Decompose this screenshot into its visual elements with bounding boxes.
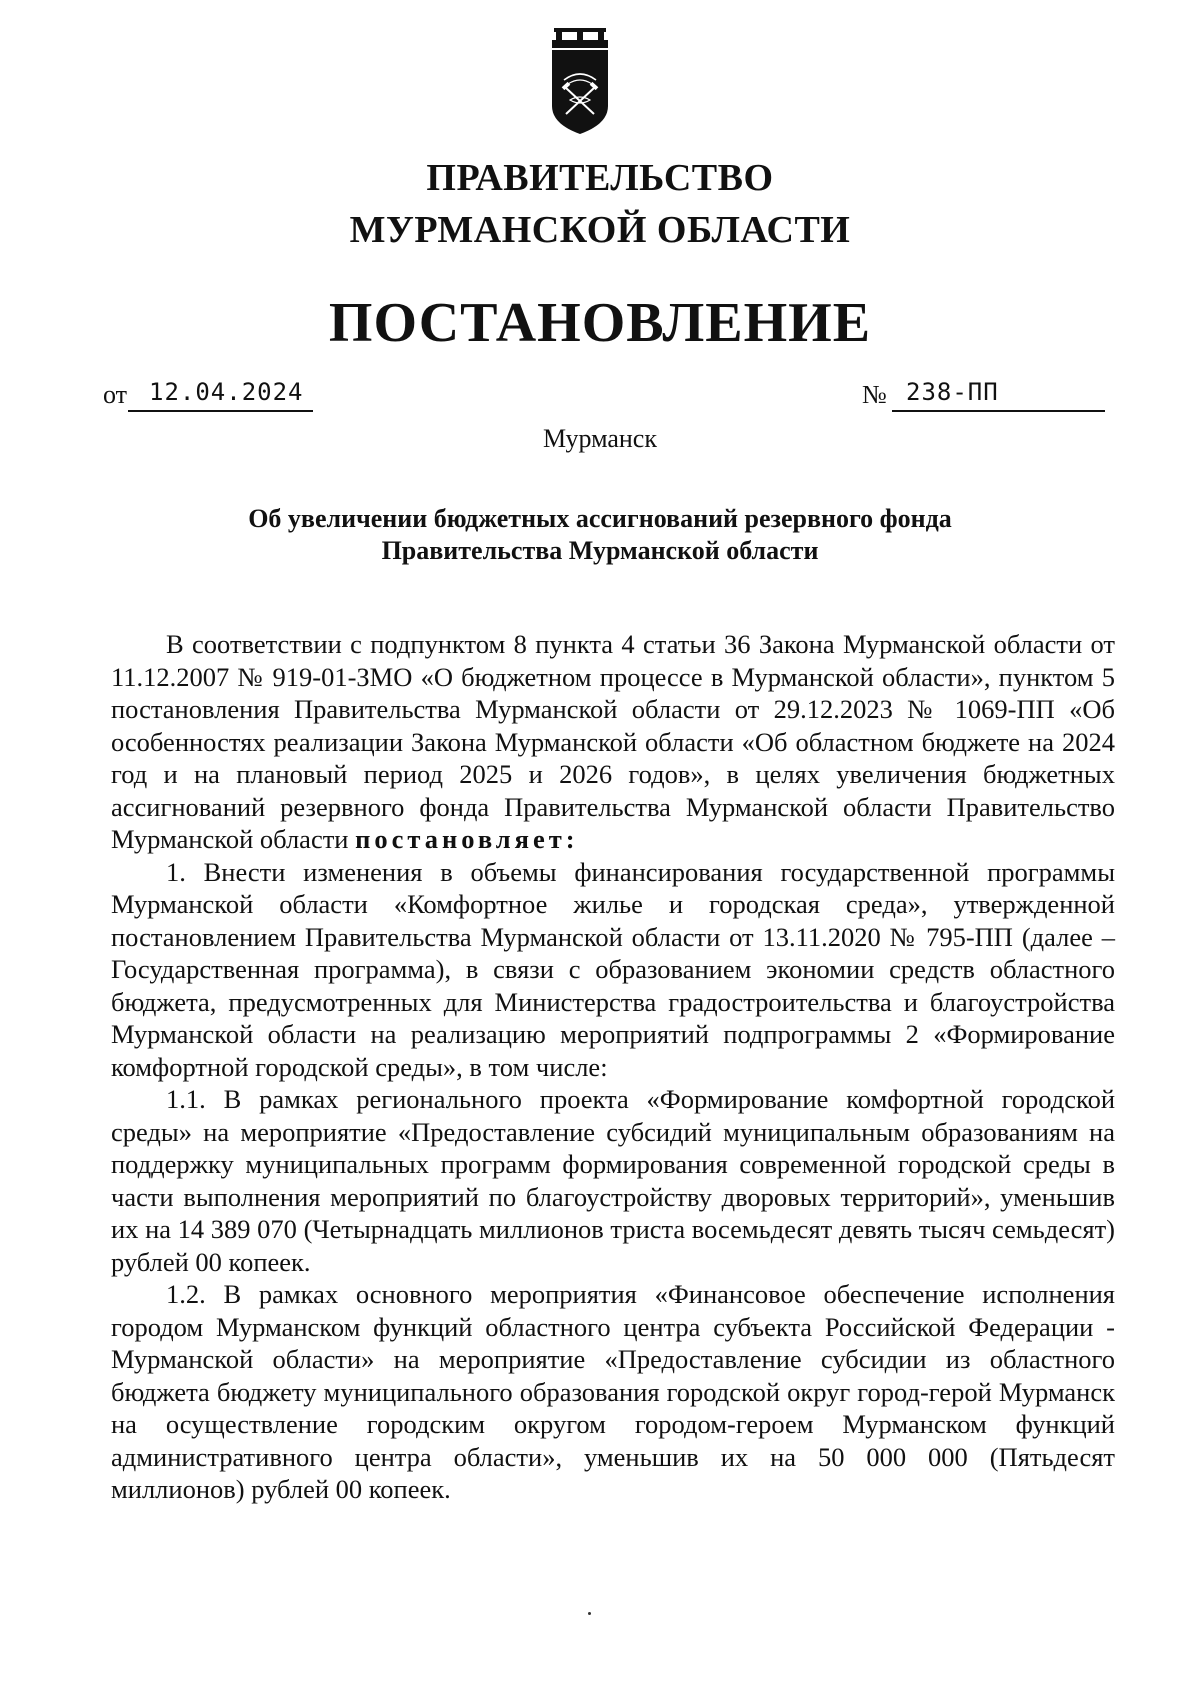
date-number-row <box>103 378 1105 414</box>
document-body <box>111 628 1115 1506</box>
item-1-2-paragraph: 1.2. В рамках основного мероприятия «Финансовое обеспечение исполнения городом Мурманском функций областного центра субъекта Российской Федерации - Мурманской области» на мероприятие «Предоставление субсидии из областного бюджета бюджету муниципального образования городской округ город-герой Мурманск на осуществление городским округом городом-героем Мурманском функций административного центра области», уменьшив их на 50 000 000 (Пятьдесят миллионов) рублей 00 копеек. <box>111 1279 1115 1504</box>
document-date: 12.04.2024 <box>149 378 304 406</box>
decree-word: постановляет: <box>355 824 579 854</box>
document-subject <box>0 503 1200 567</box>
item-1-1-paragraph: 1.1. В рамках регионального проекта «Формирование комфортной городской среды» на мероприятие «Предоставление субсидий муниципальным образованиям на поддержку муниципальных программ формирования современной городской среды в части выполнения мероприятий по благоустройству дворовых территорий», уменьшив их на 14 389 070 (Четырнадцать миллионов триста восемьдесят девять тысяч семьдесят) рублей 00 копеек. <box>111 1084 1115 1277</box>
number-field <box>892 378 1105 412</box>
preamble-paragraph <box>111 628 1115 856</box>
date-prefix: от <box>103 380 128 409</box>
murmansk-coat-of-arms-icon <box>548 28 612 136</box>
item-1-paragraph: 1. Внести изменения в объемы финансирования государственной программы Мурманской области «Комфортное жилье и городская среда», утвержденной постановлением Правительства Мурманской области от 13.11.2020 № 795-ПП (далее – Государственная программа), в связи с образованием экономии средств областного бюджета, предусмотренных для Министерства градостроительства и благоустройства Мурманской области на реализацию мероприятий подпрограммы 2 «Формирование комфортной городской среды», в том числе: <box>111 856 1115 1082</box>
org-name-line1: ПРАВИТЕЛЬСТВО <box>426 157 774 199</box>
document-number: 238-ПП <box>906 378 999 406</box>
number-prefix: № <box>862 380 887 409</box>
date-field <box>128 378 313 412</box>
preamble-text: В соответствии с подпунктом 8 пункта 4 статьи 36 Закона Мурманской области от 11.12.2007 № 919-01-ЗМО «О бюджетном процессе в Мурманской области», пунктом 5 постановления Правительства Мурманской области от 29.12.2023 № 1069-ПП «Об особенностях реализации Закона Мурманской области «Об областном бюджете на 2024 год и на плановый период 2025 и 2026 годов», в целях увеличения бюджетных ассигнований резервного фонда Правительства Мурманской области Правительство Мурманской области <box>111 629 1115 854</box>
subject-line1: Об увеличении бюджетных ассигнований резервного фонда <box>248 504 952 533</box>
city-name: Мурманск <box>543 424 657 453</box>
document-type-title: ПОСТАНОВЛЕНИЕ <box>328 292 872 354</box>
scan-artifact-dot <box>588 1612 591 1615</box>
org-name-line2: МУРМАНСКОЙ ОБЛАСТИ <box>349 209 851 251</box>
subject-line2: Правительства Мурманской области <box>381 536 819 565</box>
